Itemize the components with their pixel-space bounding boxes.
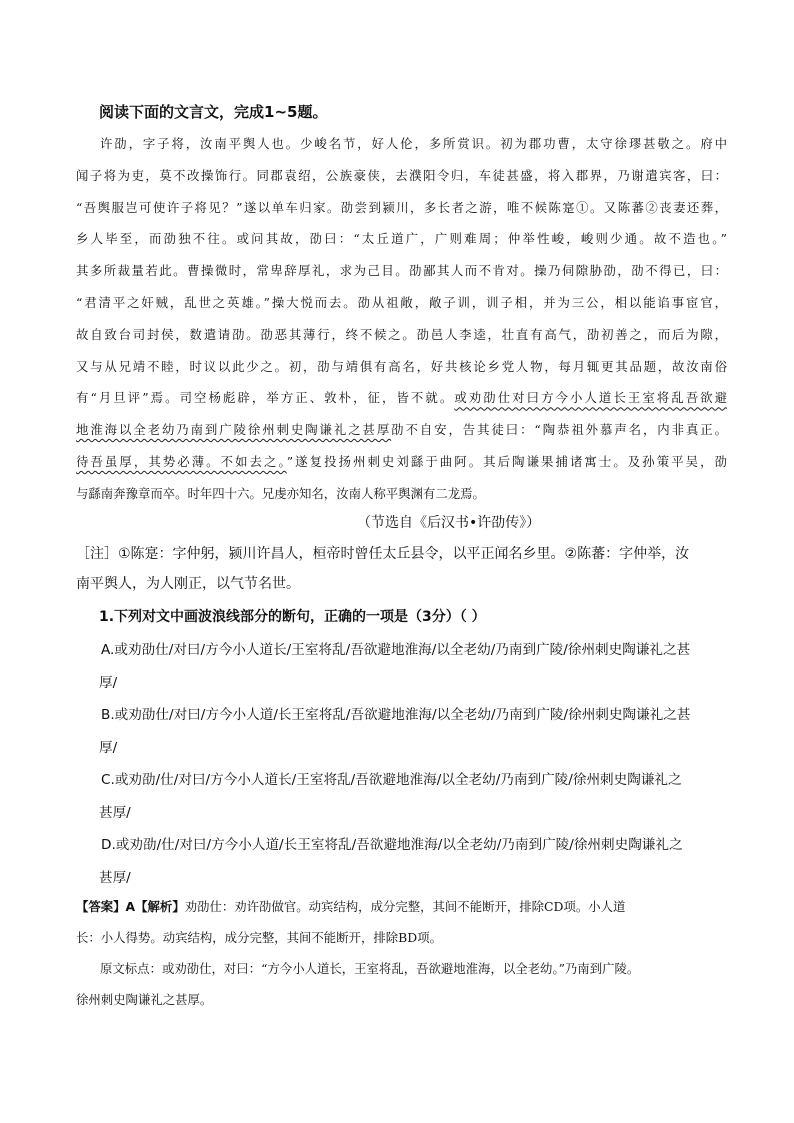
passage-line: “吾舆服岂可使许子将见？”遂以单车归家。劭尝到颍川，多长者之游，唯不候陈寔①。又陈蕃②丧妻还葬，: [76, 199, 727, 215]
passage-line: 又与从兄靖不睦，时议以此少之。初，劭与靖俱有高名，好共核论乡党人物，每月辄更其品题，故汝南俗: [76, 358, 727, 374]
option-a: A.或劝劭仕/对曰/方今小人道长/王室将乱/吾欲避地淮海/以全老幼/乃南到广陵/徐州刺史陶谦礼之甚: [101, 642, 691, 658]
passage-text: 劭不自安，告其徒曰：“陶恭祖外慕声名，内非真正。: [391, 422, 727, 438]
passage-text: 有“月旦评”焉。司空杨彪辟，举方正、敦朴，征，皆不就。: [76, 390, 455, 406]
passage-line: “君清平之奸贼，乱世之英雄。”操大悦而去。劭从祖敞，敞子训，训子相，并为三公，相以能谄事宦官，: [76, 294, 727, 310]
answer-explanation: [76, 891, 727, 1015]
footnote: [76, 539, 727, 599]
passage-line: 其多所裁量若此。曹操微时，常卑辞厚礼，求为己目。劭鄙其人而不肯对。操乃伺隙胁劭，劭不得已，曰：: [76, 263, 727, 279]
answer-line: [76, 891, 727, 922]
footnote-line: 南平舆人，为人刚正，以气节名世。: [76, 576, 300, 592]
passage-line: 与繇南奔豫章而卒。时年四十六。兄虔亦知名，汝南人称平舆渊有二龙焉。: [76, 485, 485, 501]
passage-line: 许劭，字子将，汝南平舆人也。少峻名节，好人伦，多所赏识。初为郡功曹，太守徐璆甚敬之。府中: [100, 136, 727, 151]
passage-line: [76, 446, 727, 478]
footnote-line: ［注］①陈寔：字仲躬，颍川许昌人，桓帝时曾任太丘县令，以平正闻名乡里。②陈蕃：字仲举，汝: [76, 546, 690, 562]
passage-text: ”遂复投扬州刺史刘繇于曲阿。其后陶谦果捕诸寓士。及孙策平吴，劭: [286, 453, 727, 469]
option-b-continued: 厚/: [99, 739, 118, 756]
answer-line: 徐州刺史陶谦礼之甚厚。: [76, 992, 213, 1007]
passage-line: [76, 382, 727, 414]
answer-line: 长：小人得势。动宾结构，成分完整，其间不能断开，排除BD项。: [76, 930, 442, 945]
section-heading: 阅读下面的文言文，完成1~5题。: [99, 103, 328, 121]
answer-line: 原文标点：或劝劭仕，对曰：“方今小人道长，王室将乱，吾欲避地淮海，以全老幼。”乃南到广陵。: [100, 961, 640, 976]
answer-label: 【答案】A【解析】: [76, 899, 185, 914]
passage-line: [76, 414, 727, 446]
option-d-continued: 甚厚/: [99, 869, 131, 886]
passage-line: 闻子将为吏，莫不改操饰行。同郡袁绍，公族豪侠，去濮阳令归，车徒甚盛，将入郡界，乃谢遣宾客，曰：: [76, 167, 727, 183]
classical-passage: [76, 128, 727, 510]
option-c-continued: 甚厚/: [99, 804, 131, 821]
underlined-sentence: 待吾虽厚，其势必薄。不如去之。: [76, 453, 287, 469]
option-d: D.或劝劭/仕/对曰/方今小人道/长王室将乱/吾欲避地淮海/以全老幼/乃南到广陵/徐州刺史陶谦礼之: [101, 837, 683, 853]
option-a-continued: 厚/: [99, 674, 118, 691]
wavy-underlined-text: 地淮海以全老幼乃南到广陵徐州刺史陶谦礼之甚厚: [76, 422, 392, 438]
passage-line: 故自致台司封侯，数遣请劭。劭恶其薄行，终不候之。劭邑人李逵，壮直有高气，劭初善之，而后为隙，: [76, 326, 727, 342]
wavy-underlined-text: 或劝劭仕对曰方今小人道长王室将乱吾欲避: [454, 390, 727, 406]
option-b: B.或劝劭仕/对曰/方今小人道/长王室将乱/吾欲避地淮海/以全老幼/乃南到广陵/徐州刺史陶谦礼之甚: [101, 707, 691, 723]
option-c: C.或劝劭/仕/对曰/方今小人道长/王室将乱/吾欲避地淮海/以全老幼/乃南到广陵/徐州刺史陶谦礼之: [101, 772, 682, 788]
answer-options: [101, 634, 741, 894]
answer-text: 劝劭仕：劝许劭做官。动宾结构，成分完整，其间不能断开，排除CD项。小人道: [184, 899, 626, 914]
question-stem: 1.下列对文中画波浪线部分的断句，正确的一项是（3分）（ ）: [99, 609, 486, 625]
passage-line: 乡人毕至，而劭独不往。或问其故，劭曰：“太丘道广，广则难周；仲举性峻，峻则少通。故不造也。”: [76, 231, 727, 247]
source-citation: （节选自《后汉书•许劭传》）: [357, 515, 541, 531]
